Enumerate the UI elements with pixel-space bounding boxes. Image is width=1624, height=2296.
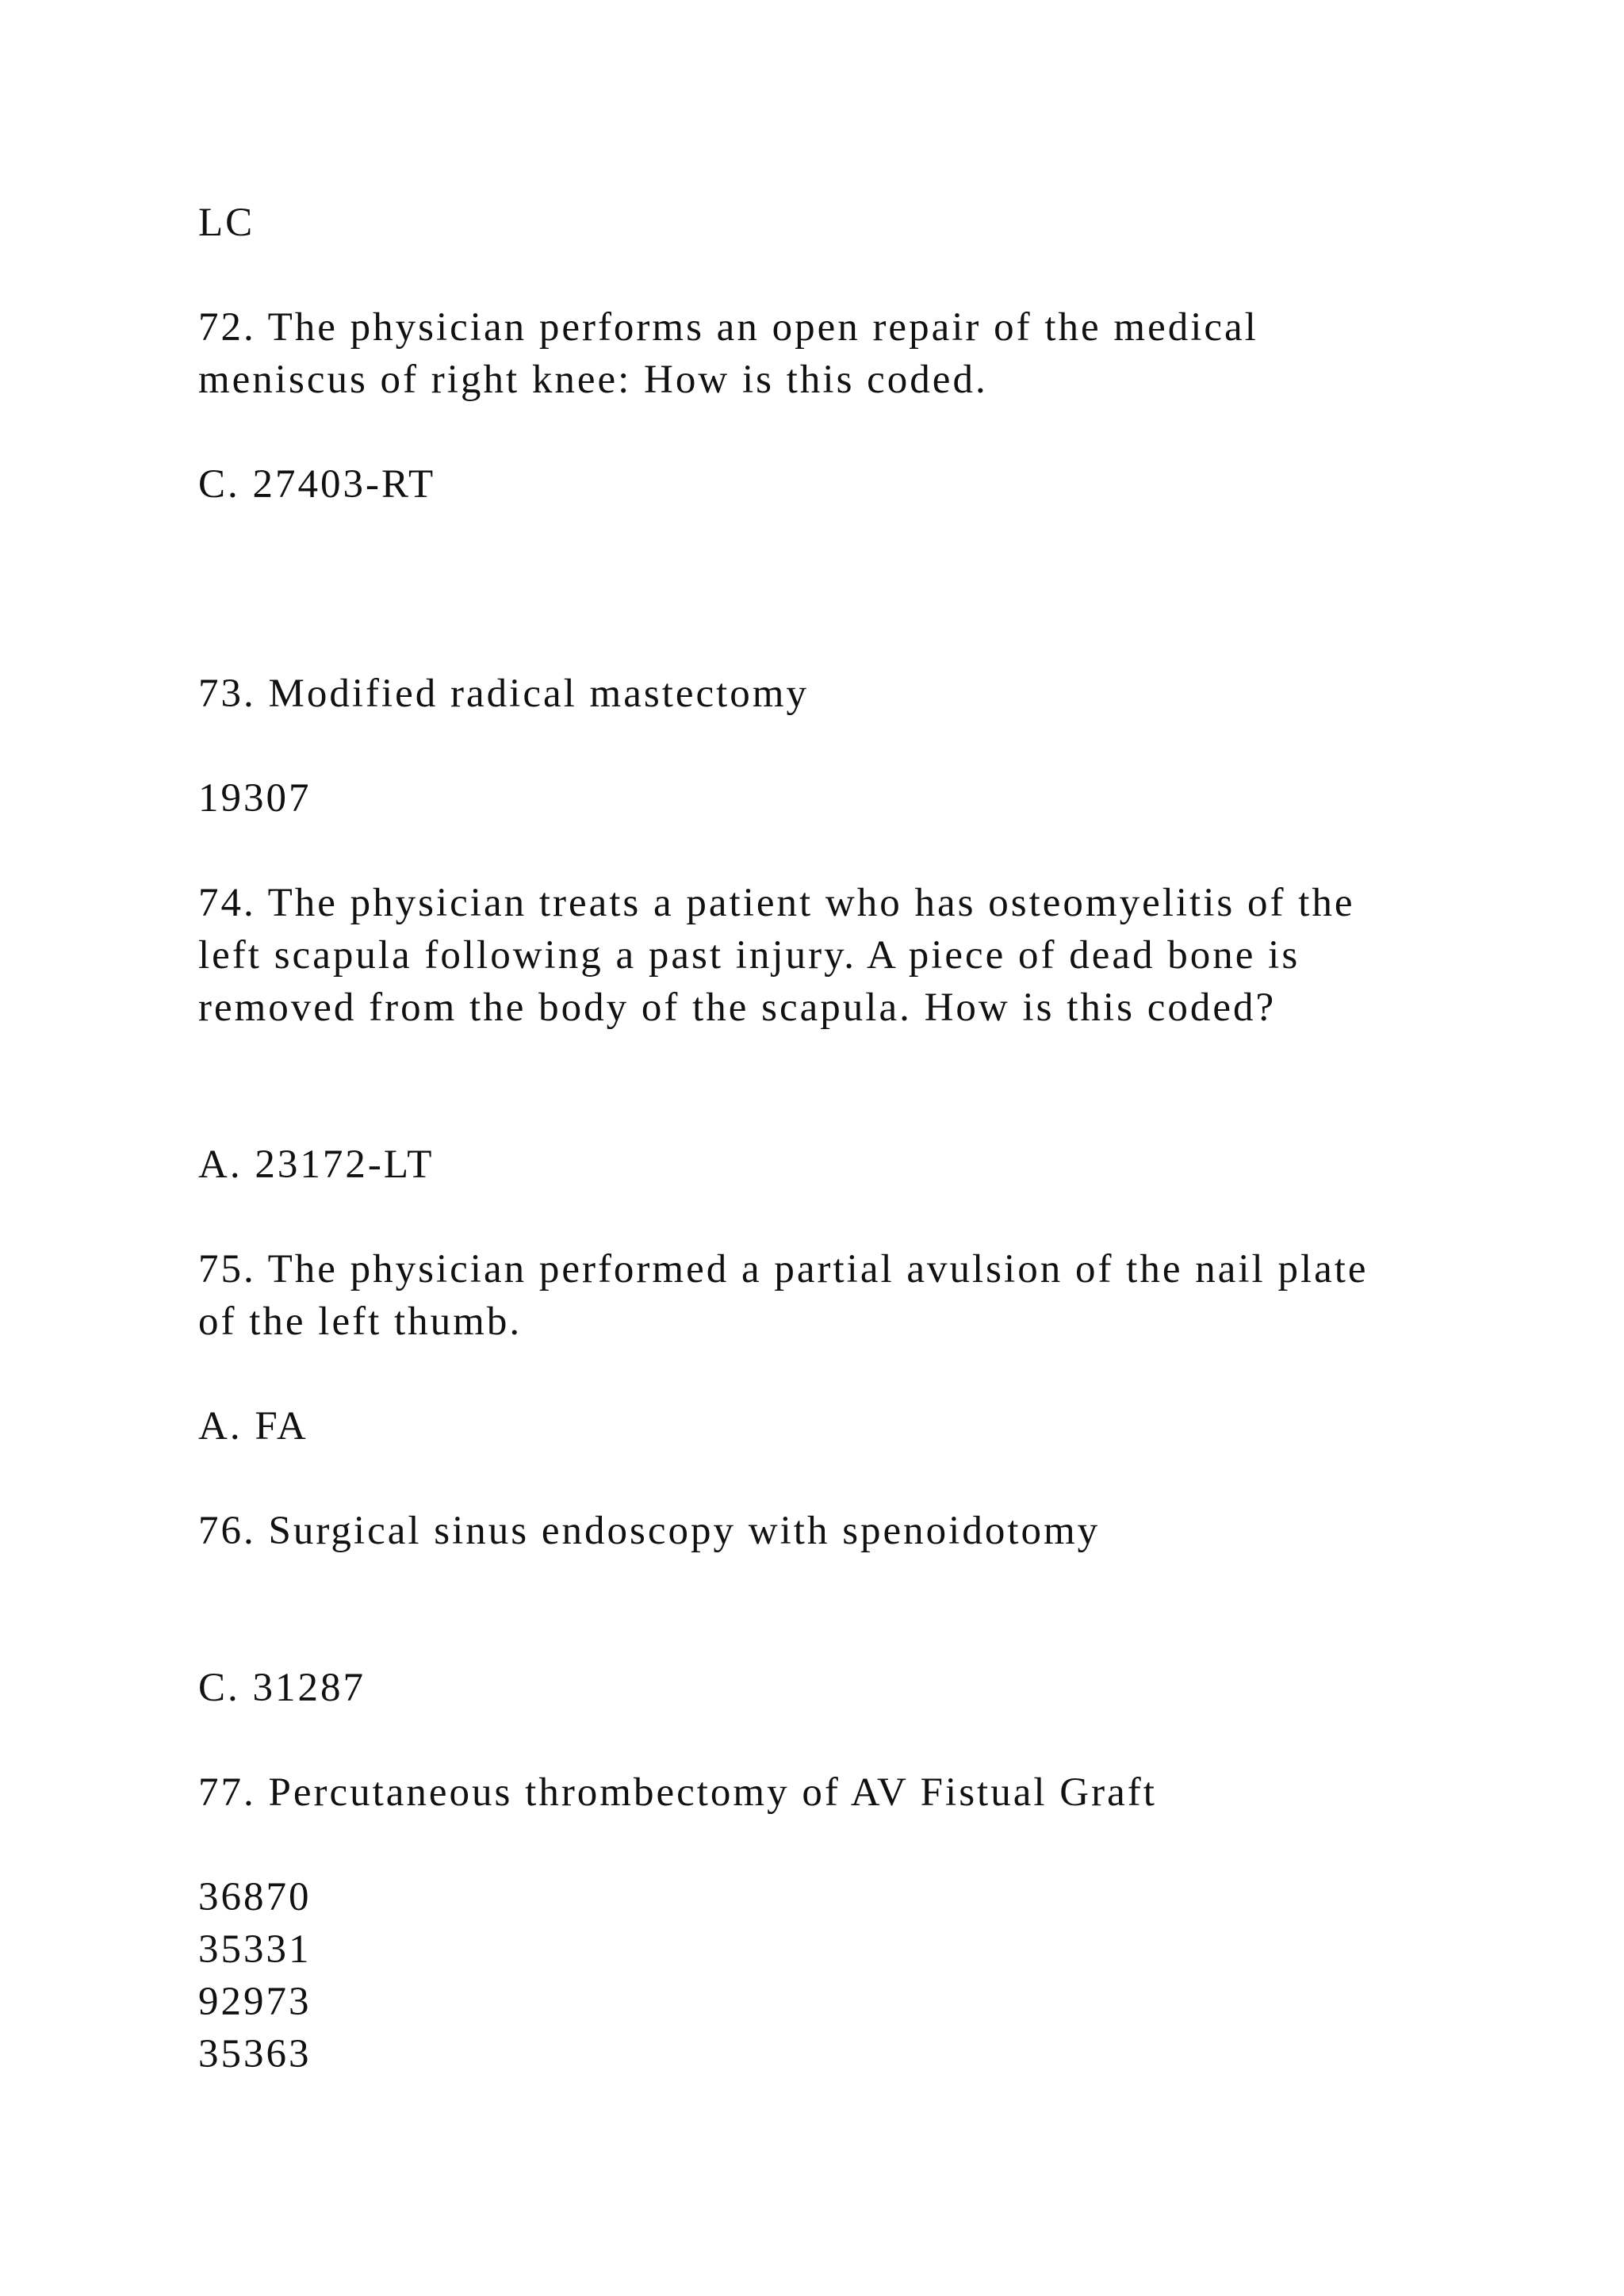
answer-73: 19307	[198, 776, 312, 821]
question-75-line-1: 75. The physician performed a partial avulsion of the nail plate	[198, 1247, 1369, 1292]
answer-72: C. 27403-RT	[198, 462, 436, 507]
answer-75: A. FA	[198, 1404, 308, 1448]
question-77: 77. Percutaneous thrombectomy of AV Fistual Graft	[198, 1770, 1157, 1815]
question-73: 73. Modified radical mastectomy	[198, 672, 809, 716]
answer-77-code-4: 35363	[198, 2032, 312, 2076]
answer-77-code-3: 92973	[198, 1980, 312, 2024]
question-72-line-1: 72. The physician performs an open repair of the medical	[198, 305, 1258, 350]
question-74-line-1: 74. The physician treats a patient who has osteomyelitis of the	[198, 881, 1355, 925]
answer-76: C. 31287	[198, 1666, 366, 1710]
answer-77-code-1: 36870	[198, 1875, 312, 1919]
question-74-line-2: left scapula following a past injury. A piece of dead bone is	[198, 933, 1300, 978]
answer-77-code-2: 35331	[198, 1927, 312, 1972]
question-75-line-2: of the left thumb.	[198, 1299, 523, 1344]
question-76: 76. Surgical sinus endoscopy with spenoidotomy	[198, 1509, 1101, 1553]
answer-74: A. 23172-LT	[198, 1142, 435, 1187]
question-74-line-3: removed from the body of the scapula. How is this coded?	[198, 985, 1277, 1030]
answer-lc: LC	[198, 201, 255, 245]
question-72-line-2: meniscus of right knee: How is this coded.	[198, 358, 988, 402]
